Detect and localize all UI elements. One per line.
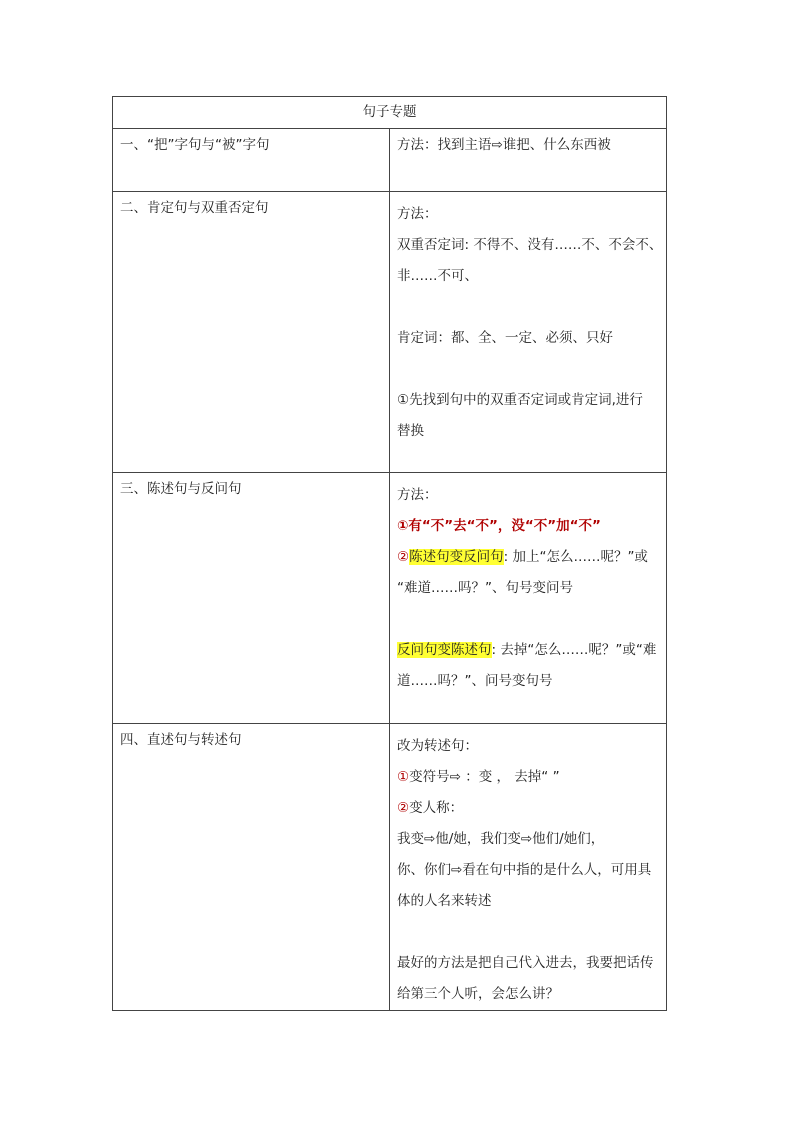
table-row — [113, 192, 667, 473]
method-line: 方法：找到主语⇨谁把、什么东西被 — [397, 137, 611, 153]
method-line: 双重否定词: 不得不、没有……不、不会不、 — [397, 237, 662, 253]
method-text: : 去掉“怎么……呢？”或“难 — [491, 642, 657, 658]
step-number: ① — [397, 769, 410, 785]
method-line: 非……不可、 — [397, 268, 478, 284]
method-line: 方法： — [397, 206, 438, 222]
table-row — [113, 724, 667, 1011]
blank-line — [397, 604, 662, 635]
row-method — [390, 129, 667, 192]
table-title: 句子专题 — [113, 97, 667, 129]
method-text: : 加上“怎么……呢？”或 — [503, 549, 648, 565]
method-text: 变人称： — [409, 800, 464, 816]
row-method — [390, 192, 667, 473]
title-row — [113, 97, 667, 129]
method-line: 给第三个人听，会怎么讲？ — [397, 986, 559, 1002]
method-line: 体的人名来转述 — [397, 893, 492, 909]
method-line: 肯定词：都、全、一定、必须、只好 — [397, 330, 613, 346]
method-line: 替换 — [397, 423, 424, 439]
method-line: ①先找到句中的双重否定词或肯定词,进行 — [397, 392, 643, 408]
rule-line-emphasis: ①有“不”去“不”，没“不”加“不” — [397, 518, 601, 534]
blank-line — [397, 292, 662, 323]
method-line: 方法： — [397, 487, 438, 503]
blank-line — [397, 354, 662, 385]
row-topic: 四、直述句与转述句 — [113, 724, 390, 1011]
highlighted-term: 反问句变陈述句 — [397, 642, 492, 658]
method-line: “难道……吗？”、句号变问号 — [397, 580, 573, 596]
step-number: ② — [397, 549, 410, 565]
row-method — [390, 724, 667, 1011]
table-row — [113, 473, 667, 724]
method-line: 改为转述句： — [397, 738, 478, 754]
highlighted-term: 陈述句变反问句 — [409, 549, 504, 565]
method-line: 你、你们⇨看在句中指的是什么人，可用具 — [397, 862, 652, 878]
blank-line — [397, 917, 662, 948]
method-line: 最好的方法是把自己代入进去，我要把话传 — [397, 955, 654, 971]
method-line — [397, 542, 662, 573]
row-method — [390, 473, 667, 724]
step-number: ② — [397, 800, 410, 816]
row-topic: 一、“把”字句与“被”字句 — [113, 129, 390, 192]
method-line: 我变⇨他/她，我们变⇨他们/她们， — [397, 831, 605, 847]
topic-table — [112, 96, 667, 1011]
method-text: 变符号⇨ ：变 ， 去掉“ ” — [409, 769, 560, 785]
method-line — [397, 635, 662, 666]
method-line — [397, 762, 662, 793]
row-topic: 二、肯定句与双重否定句 — [113, 192, 390, 473]
table-row — [113, 129, 667, 192]
method-line: 道……吗？”、问号变句号 — [397, 673, 553, 689]
method-line — [397, 793, 662, 824]
row-topic: 三、陈述句与反问句 — [113, 473, 390, 724]
